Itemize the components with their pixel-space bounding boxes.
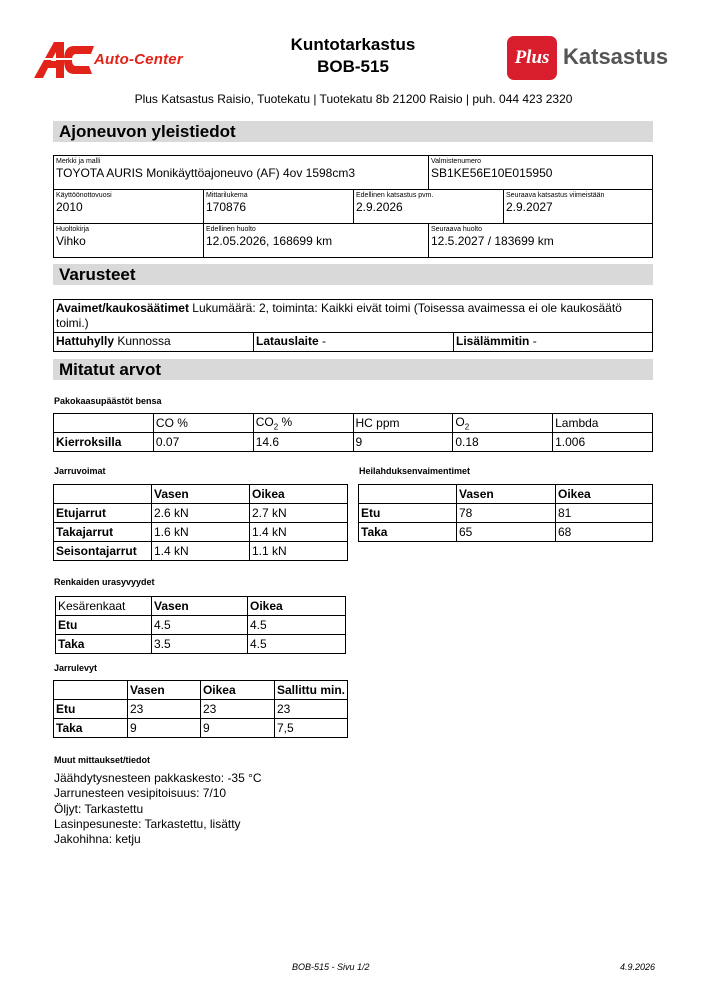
year-label: Käyttöönottovuosi (56, 192, 112, 199)
table-header: Oikea (248, 597, 346, 616)
table-cell (359, 485, 457, 504)
brakes-table (53, 484, 348, 561)
plus-logo-text: Katsastus (563, 44, 669, 69)
table-cell: 1.6 kN (152, 523, 250, 542)
section-general-heading: Ajoneuvon yleistiedot (53, 121, 653, 142)
table-cell: 65 (457, 523, 556, 542)
aux-heater-cell (453, 332, 653, 352)
brake-discs-table (53, 680, 348, 738)
aux-heater-value: - (529, 334, 537, 348)
table-row (54, 681, 348, 700)
plus-katsastus-logo (507, 36, 672, 80)
shocks-table (358, 484, 653, 542)
section-measured-heading: Mitatut arvot (53, 359, 653, 380)
prev-inspection-cell (353, 189, 504, 224)
row-label: Takajarrut (54, 523, 152, 542)
table-row (56, 597, 346, 616)
vin-value: SB1KE56E10E015950 (431, 166, 553, 180)
section-equipment-heading: Varusteet (53, 264, 653, 285)
make-model-value: TOYOTA AURIS Monikäyttöajoneuvo (AF) 4ov 1598cm3 (56, 166, 356, 180)
table-header (453, 414, 553, 433)
vin-cell (428, 155, 653, 190)
row-label: Etujarrut (54, 504, 152, 523)
auto-center-logo-icon (34, 42, 94, 78)
list-item: Jarrunesteen vesipitoisuus: 7/10 (54, 786, 227, 801)
table-cell: 81 (556, 504, 653, 523)
keys-cell (53, 299, 653, 333)
emissions-title: Pakokaasupäästöt bensa (54, 396, 162, 406)
prev-inspection-value: 2.9.2026 (356, 200, 403, 214)
table-cell (54, 485, 152, 504)
table-cell: 0.18 (453, 433, 553, 452)
prev-inspection-label: Edellinen katsastus pvm. (356, 192, 434, 199)
table-row (56, 635, 346, 654)
next-service-label: Seuraava huolto (431, 226, 482, 233)
next-service-value: 12.5.2027 / 183699 km (431, 234, 554, 248)
company-address: Plus Katsastus Raisio, Tuotekatu | Tuotekatu 8b 21200 Raisio | puh. 044 423 2320 (134, 92, 573, 106)
table-header: CO % (153, 414, 253, 433)
table-cell: 7,5 (274, 719, 347, 738)
title-text: Kuntotarkastus (290, 35, 416, 54)
list-item: Jakohihna: ketju (54, 832, 141, 847)
table-cell: 14.6 (253, 433, 353, 452)
document-title (230, 34, 476, 78)
row-label: Etu (56, 616, 152, 635)
plus-logo-badge: Plus (507, 36, 557, 80)
row-label: Kierroksilla (54, 433, 154, 452)
table-header (253, 414, 353, 433)
emissions-table (53, 413, 653, 452)
co2-header-unit: % (278, 414, 293, 429)
table-cell: 2.6 kN (152, 504, 250, 523)
brakes-title: Jarruvoimat (54, 466, 106, 476)
table-cell: 1.4 kN (152, 542, 250, 561)
table-row (54, 414, 653, 433)
table-header: HC ppm (353, 414, 453, 433)
table-header: Sallittu min. (274, 681, 347, 700)
table-cell: 4.5 (152, 616, 248, 635)
table-row (359, 523, 653, 542)
table-header: Oikea (200, 681, 274, 700)
odometer-value: 170876 (206, 200, 247, 214)
co2-header-text: CO (255, 414, 274, 429)
table-header: Vasen (457, 485, 556, 504)
table-cell: 68 (556, 523, 653, 542)
table-cell (54, 414, 154, 433)
table-header: Vasen (152, 485, 250, 504)
charger-cell (253, 332, 454, 352)
prev-service-cell (203, 223, 429, 258)
table-cell: 23 (127, 700, 200, 719)
list-item: Jäähdytysnesteen pakkaskesto: -35 °C (54, 771, 262, 785)
table-cell: 4.5 (248, 616, 346, 635)
table-cell: 23 (200, 700, 274, 719)
next-inspection-label: Seuraava katsastus viimeistään (506, 192, 605, 199)
charger-label: Latauslaite (256, 334, 319, 348)
vin-label: Valmistenumero (431, 158, 482, 165)
footer-date: 4.9.2026 (620, 962, 656, 972)
table-header: Vasen (152, 597, 248, 616)
charger-value: - (318, 334, 327, 348)
list-item: Lasinpesuneste: Tarkastettu, lisätty (54, 816, 241, 831)
hat-shelf-label: Hattuhylly (56, 334, 115, 348)
table-cell: 1.006 (553, 433, 653, 452)
tires-table (55, 596, 346, 654)
o2-header-text: O (455, 414, 465, 429)
table-cell: 1.1 kN (250, 542, 348, 561)
row-label: Taka (56, 635, 152, 654)
table-cell: 9 (353, 433, 453, 452)
co2-subscript: 2 (273, 422, 279, 432)
service-book-cell (53, 223, 204, 258)
keys-label: Avaimet/kaukosäätimet (56, 301, 189, 315)
table-cell (54, 681, 128, 700)
list-item: Öljyt: Tarkastettu (54, 801, 144, 816)
auto-center-logo (34, 42, 209, 78)
odometer-label: Mittarilukema (206, 192, 248, 199)
other-measurements-list (54, 771, 262, 847)
table-row (54, 719, 348, 738)
table-cell: 9 (127, 719, 200, 738)
table-row (54, 523, 348, 542)
prev-service-label: Edellinen huolto (206, 226, 256, 233)
shocks-title: Heilahduksenvaimentimet (359, 466, 471, 476)
table-cell: 1.4 kN (250, 523, 348, 542)
service-book-label: Huoltokirja (56, 226, 90, 233)
table-row (56, 616, 346, 635)
row-label: Etu (359, 504, 457, 523)
table-header: Lambda (553, 414, 653, 433)
tire-season-header: Kesärenkaat (56, 597, 152, 616)
discs-title: Jarrulevyt (54, 663, 98, 673)
table-cell: 78 (457, 504, 556, 523)
auto-center-logo-text: Auto-Center (94, 51, 183, 68)
table-row (54, 700, 348, 719)
table-cell: 9 (200, 719, 274, 738)
service-book-value: Vihko (56, 234, 86, 248)
tires-title: Renkaiden urasyvyydet (54, 577, 155, 587)
row-label: Etu (54, 700, 128, 719)
hat-shelf-value: Kunnossa (114, 334, 171, 348)
plate-number: BOB-515 (317, 57, 389, 76)
year-cell (53, 189, 204, 224)
next-inspection-cell (503, 189, 653, 224)
prev-service-value: 12.05.2026, 168699 km (206, 234, 333, 248)
footer-page-number: BOB-515 - Sivu 1/2 (292, 962, 370, 972)
table-header: Vasen (127, 681, 200, 700)
other-measurements-title: Muut mittaukset/tiedot (54, 755, 150, 765)
next-service-cell (428, 223, 653, 258)
aux-heater-label: Lisälämmitin (456, 334, 530, 348)
table-cell: 3.5 (152, 635, 248, 654)
table-cell: 2.7 kN (250, 504, 348, 523)
keys-value: Lukumäärä: 2, toiminta: Kaikki eivät toimi (Toisessa avaimessa ei ole kaukosäätö toimi.) (56, 301, 622, 330)
next-inspection-value: 2.9.2027 (506, 200, 553, 214)
table-cell: 23 (274, 700, 347, 719)
hat-shelf-cell (53, 332, 254, 352)
table-row (359, 504, 653, 523)
table-cell: 0.07 (153, 433, 253, 452)
table-row (54, 542, 348, 561)
table-header: Oikea (556, 485, 653, 504)
row-label: Seisontajarrut (54, 542, 152, 561)
odometer-cell (203, 189, 354, 224)
table-row (54, 485, 348, 504)
table-header: Oikea (250, 485, 348, 504)
table-row (54, 504, 348, 523)
make-model-cell (53, 155, 429, 190)
row-label: Taka (359, 523, 457, 542)
o2-subscript: 2 (464, 422, 470, 432)
year-value: 2010 (56, 200, 83, 214)
table-cell: 4.5 (248, 635, 346, 654)
table-row (54, 433, 653, 452)
table-row (359, 485, 653, 504)
make-model-label: Merkki ja malli (56, 158, 101, 165)
row-label: Taka (54, 719, 128, 738)
